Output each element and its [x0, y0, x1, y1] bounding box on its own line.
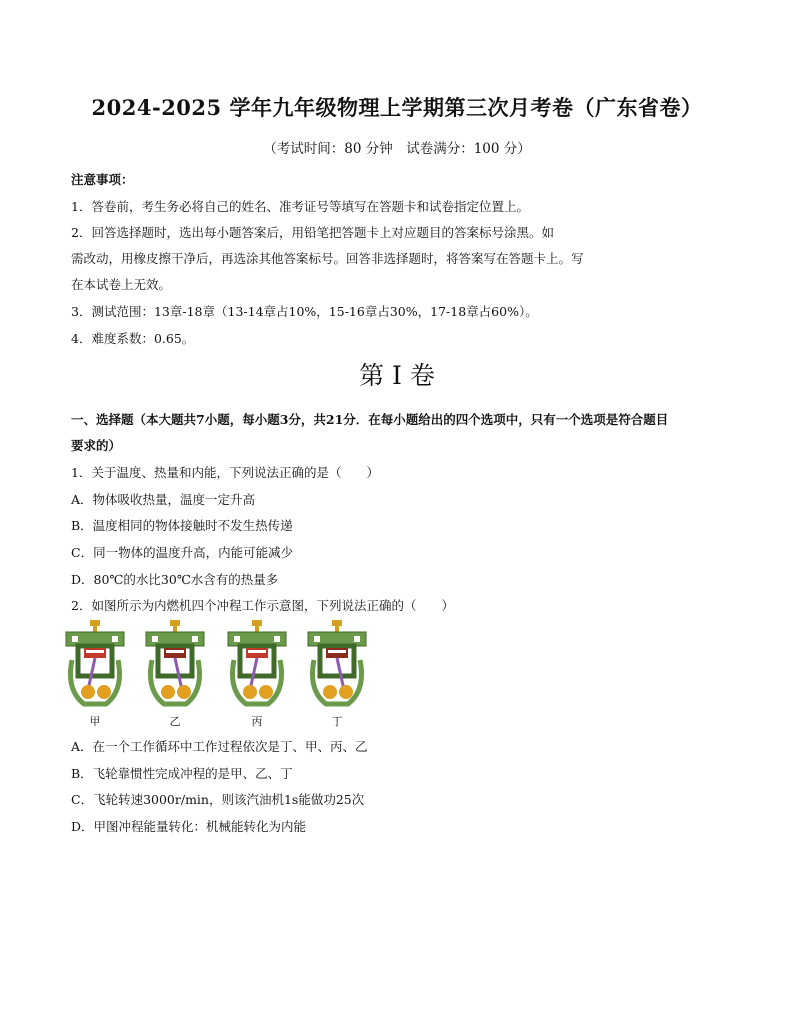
notes-item: 2．回答选择题时，选出每小题答案后，用铅笔把答题卡上对应题目的答案标号涂黑。如 — [71, 225, 554, 240]
question-option: B．温度相同的物体接触时不发生热传递 — [71, 518, 293, 533]
part-heading: 一、选择题（本大题共7小题，每小题3分，共21分．在每小题给出的四个选项中，只有一个选项是符合题目 — [71, 412, 669, 427]
notes-heading: 注意事项： — [71, 172, 134, 187]
question-option: C．同一物体的温度升高，内能可能减少 — [71, 545, 294, 560]
question-stem: 1．关于温度、热量和内能，下列说法正确的是（ ） — [71, 465, 379, 480]
figure-label-yi: 乙 — [169, 715, 181, 728]
engine-diagram — [306, 620, 368, 712]
question-option: C．飞轮转速3000r/min，则该汽油机1s能做功25次 — [71, 792, 365, 807]
engine-diagram — [64, 620, 126, 712]
question-option: B．飞轮靠惯性完成冲程的是甲、乙、丁 — [71, 766, 293, 781]
engine-diagram — [226, 620, 288, 712]
question-stem: 2．如图所示为内燃机四个冲程工作示意图，下列说法正确的（ ） — [71, 598, 454, 613]
engine-strokes-figure — [64, 620, 374, 730]
notes-item: 需改动，用橡皮擦干净后，再选涂其他答案标号。回答非选择题时，将答案写在答题卡上。写 — [71, 251, 584, 266]
figure-label-ding: 丁 — [331, 715, 343, 728]
part-heading: 要求的） — [71, 438, 122, 453]
notes-item: 4．难度系数：0.65。 — [71, 331, 195, 346]
question-option: D．甲图冲程能量转化：机械能转化为内能 — [71, 819, 307, 834]
figure-label-bing: 丙 — [251, 715, 263, 728]
exam-subtitle: （考试时间：80 分钟 试卷满分：100 分） — [263, 141, 531, 157]
question-option: A．在一个工作循环中工作过程依次是丁、甲、丙、乙 — [71, 739, 368, 754]
notes-item: 在本试卷上无效。 — [71, 277, 172, 292]
engine-diagram — [144, 620, 206, 712]
notes-item: 1．答卷前，考生务必将自己的姓名、准考证号等填写在答题卡和试卷指定位置上。 — [71, 199, 529, 214]
exam-title: 2024-2025 学年九年级物理上学期第三次月考卷（广东省卷） — [91, 95, 703, 120]
question-option: A．物体吸收热量，温度一定升高 — [71, 492, 256, 507]
notes-item: 3．测试范围：13章-18章（13-14章占10%，15-16章占30%，17-18章占60%）。 — [71, 304, 538, 319]
section-title: 第 I 卷 — [359, 361, 435, 390]
figure-label-jia: 甲 — [89, 715, 101, 728]
question-option: D．80℃的水比30℃水含有的热量多 — [71, 572, 279, 587]
